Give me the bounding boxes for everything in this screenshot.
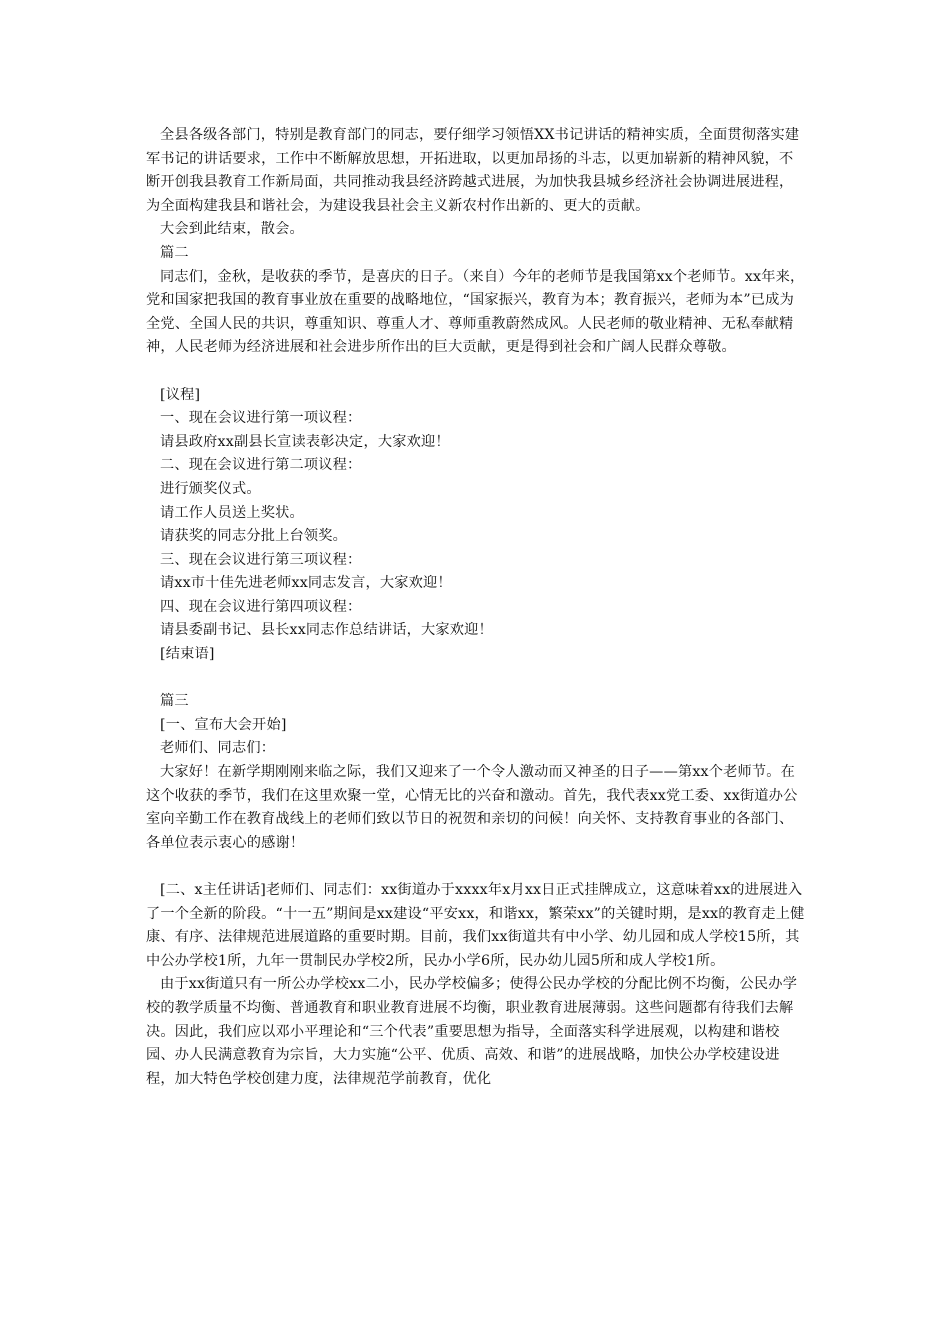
agenda-item-2-detail-1: 进行颁奖仪式。	[160, 480, 261, 497]
agenda-heading: [议程]	[160, 386, 201, 403]
salutation: 老师们、同志们：	[160, 740, 276, 757]
agenda-item-4: 四、现在会议进行第四项议程：	[160, 598, 362, 615]
blank-line	[146, 855, 806, 879]
agenda-item-1-detail: 请县政府xx副县长宣读表彰决定，大家欢迎！	[160, 433, 450, 450]
paragraph-education-strategy: 由于xx街道只有一所公办学校xx二小，民办学校偏多；使得公民办学校的分配比例不均衡，公民办学校的教学质量不均衡、普通教育和职业教育进展不均衡，职业教育进展薄弱。这些问题都有待我们去解决。因此，我们应以邓小平理论和“三个代表”重要思想为指导，全面落实科学进展观，以构建和谐校园、办人民满意教育为宗旨，大力实施“公平、优质、高效、和谐”的进展战略，加快公办学校建设进程，加大特色学校创建力度，法律规范学前教育，优化	[146, 976, 798, 1087]
closing-heading: [结束语]	[160, 646, 215, 663]
agenda-item-1: 一、现在会议进行第一项议程：	[160, 410, 362, 427]
agenda-item-2-detail-3: 请获奖的同志分批上台领奖。	[160, 528, 348, 545]
agenda-item-3-detail: 请xx市十佳先进老师xx同志发言，大家欢迎！	[160, 575, 452, 592]
paragraph-teachers-day-intro: 同志们，金秋，是收获的季节，是喜庆的日子。（来自）今年的老师节是我国第xx个老师节。xx年来，党和国家把我国的教育事业放在重要的战略地位，“国家振兴，教育为本；教育振兴，老师为本”已成为全党、全国人民的共识，尊重知识、尊重人才、尊师重教蔚然成风。人民老师的敬业精神、无私奉献精神，人民老师为经济进展和社会进步所作出的巨大贡献，更是得到社会和广阔人民群众尊敬。	[146, 268, 805, 356]
paragraph-director-speech: [二、x主任讲话]老师们、同志们：xx街道办于xxxx年x月xx日正式挂牌成立，这意味着xx的进展进入了一个全新的阶段。“十一五”期间是xx建设“平安xx，和谐xx，繁荣xx”的关键时期，是xx的教育走上健康、有序、法律规范进展道路的重要时期。目前，我们xx街道共有中小学、幼儿园和成人学校15所，其中公办学校1所，九年一贯制民办学校2所，民办小学6所，民办幼儿园5所和成人学校1所。	[146, 882, 805, 969]
paragraph-greeting: 大家好！在新学期刚刚来临之际，我们又迎来了一个令人激动而又神圣的日子——第xx个老师节。在这个收获的季节，我们在这里欢聚一堂，心情无比的兴奋和激动。首先，我代表xx党工委、xx街道办公室向辛勤工作在教育战线上的老师们致以节日的祝贺和亲切的问候！向关怀、支持教育事业的各部门、各单位表示衷心的感谢！	[146, 764, 798, 851]
blank-line	[146, 360, 806, 384]
paragraph-closing-remarks: 全县各级各部门，特别是教育部门的同志，要仔细学习领悟XX书记讲话的精神实质，全面贯彻落实建军书记的讲话要求，工作中不断解放思想，开拓进取，以更加昂扬的斗志，以更加崭新的精神风貌，不断开创我县教育工作新局面，共同推动我县经济跨越式进展，为加快我县城乡经济社会协调进展进程，为全面构建我县和谐社会，为建设我县社会主义新农村作出新的、更大的贡献。	[146, 127, 800, 214]
document-body	[146, 124, 806, 1091]
subsection-heading-opening: [一、宣布大会开始]	[160, 716, 287, 733]
section-heading-part-three: 篇三	[160, 693, 189, 710]
paragraph-adjourn: 大会到此结束，散会。	[160, 221, 304, 238]
agenda-item-4-detail: 请县委副书记、县长xx同志作总结讲话，大家欢迎！	[160, 622, 493, 639]
blank-line	[146, 667, 806, 691]
section-heading-part-two: 篇二	[160, 244, 189, 261]
agenda-item-2-detail-2: 请工作人员送上奖状。	[160, 504, 304, 521]
agenda-item-2: 二、现在会议进行第二项议程：	[160, 457, 362, 474]
agenda-item-3: 三、现在会议进行第三项议程：	[160, 551, 362, 568]
